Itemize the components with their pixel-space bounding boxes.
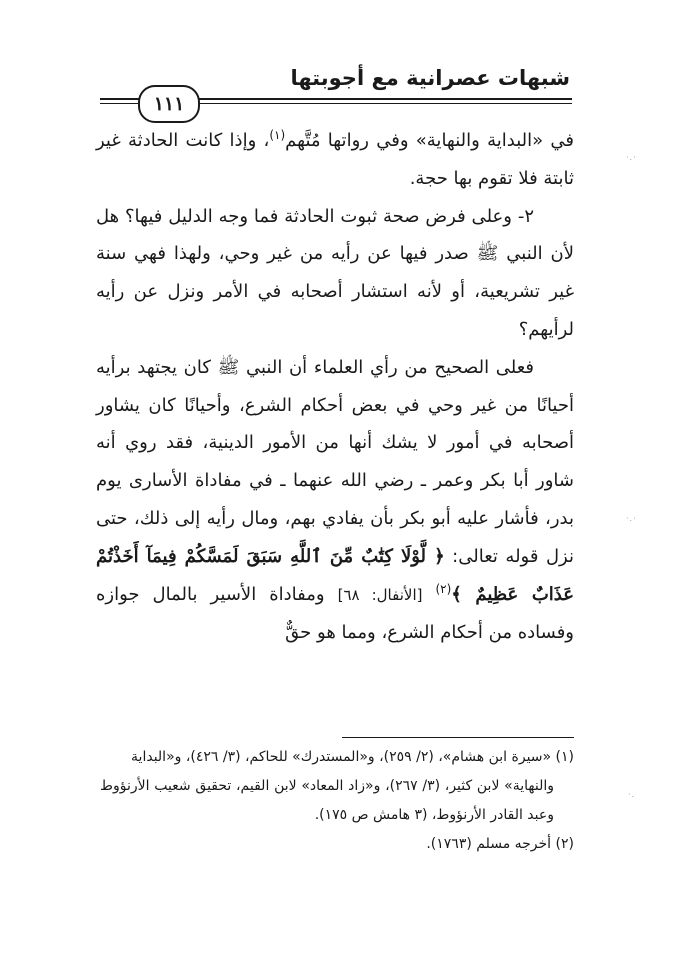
paragraph-3-text: فعلى الصحيح من رأي العلماء أن النبي ﷺ كان يجتهد برأيه أحيانًا من غير وحي في بعض أحكام الشرع، وأحيانًا كان يشاور أصحابه في أمور لا يشك أنها من الأمور الدينية، فقد روي أنه شاور أبا بكر وعمر ـ رضي الله عنهما ـ في مفاداة الأسارى يوم بدر، فأشار عليه أبو بكر بأن يفادي بهم، ومال رأيه إلى ذلك، حتى نزل قوله تعالى: — [96, 356, 574, 567]
page-number: ١١١ — [138, 85, 200, 123]
book-title: شبهات عصرانية مع أجوبتها — [290, 66, 570, 90]
footnote-1-continuation: والنهاية» لابن كثير، (٣/ ٢٦٧)، و«زاد المعاد» لابن القيم، تحقيق شعيب الأرنؤوط وعبد القادر الأرنؤوط، (٣ هامش ص ١٧٥). — [100, 778, 554, 823]
quran-verse: ﴿ لَّوْلَا كِتَٰبٌ مِّنَ ٱللَّهِ سَبَقَ لَمَسَّكُمْ فِيمَآ أَخَذْتُمْ عَذَابٌ عَظِيمٌ ﴾ — [96, 545, 574, 605]
paragraph-3 — [96, 349, 574, 652]
margin-speck: ·.· — [626, 153, 637, 162]
main-text — [96, 122, 574, 652]
verse-reference: [الأنفال: ٦٨] — [337, 585, 423, 604]
footnote-marker-2: (٢) — [435, 581, 452, 596]
footnotes — [100, 743, 574, 859]
margin-speck: ·. — [628, 790, 636, 799]
footnote-marker-1: (١) — [269, 128, 286, 142]
paragraph-1 — [96, 122, 574, 198]
paragraph-1-text: في «البداية والنهاية» وفي رواتها مُتَّهم — [285, 130, 574, 151]
footnote-1-line: (١) «سيرة ابن هشام»، (٢/ ٢٥٩)، و«المستدرك» للحاكم، (٣/ ٤٢٦)، و«البداية — [131, 749, 574, 765]
margin-speck: ·.· — [626, 514, 637, 523]
footnote-2: (٢) أخرجه مسلم (١٧٦٣). — [426, 836, 574, 852]
paragraph-2: ٢- وعلى فرض صحة ثبوت الحادثة فما وجه الدليل فيها؟ هل لأن النبي ﷺ صدر فيها عن رأيه من غير وحي، ولهذا فهي سنة غير تشريعية، أو لأنه استشار أصحابه في الأمر ونزل عن رأيه لرأيهم؟ — [96, 205, 574, 340]
footnote-separator — [342, 737, 574, 738]
paragraph-3-text-cont: ومفاداة الأسير بالمال جوازه وفساده من أحكام الشرع، ومما هو حقٌّ — [96, 583, 574, 644]
paragraph-1-text-cont: ، وإذا كانت الحادثة غير ثابتة فلا تقوم بها حجة. — [96, 130, 574, 189]
